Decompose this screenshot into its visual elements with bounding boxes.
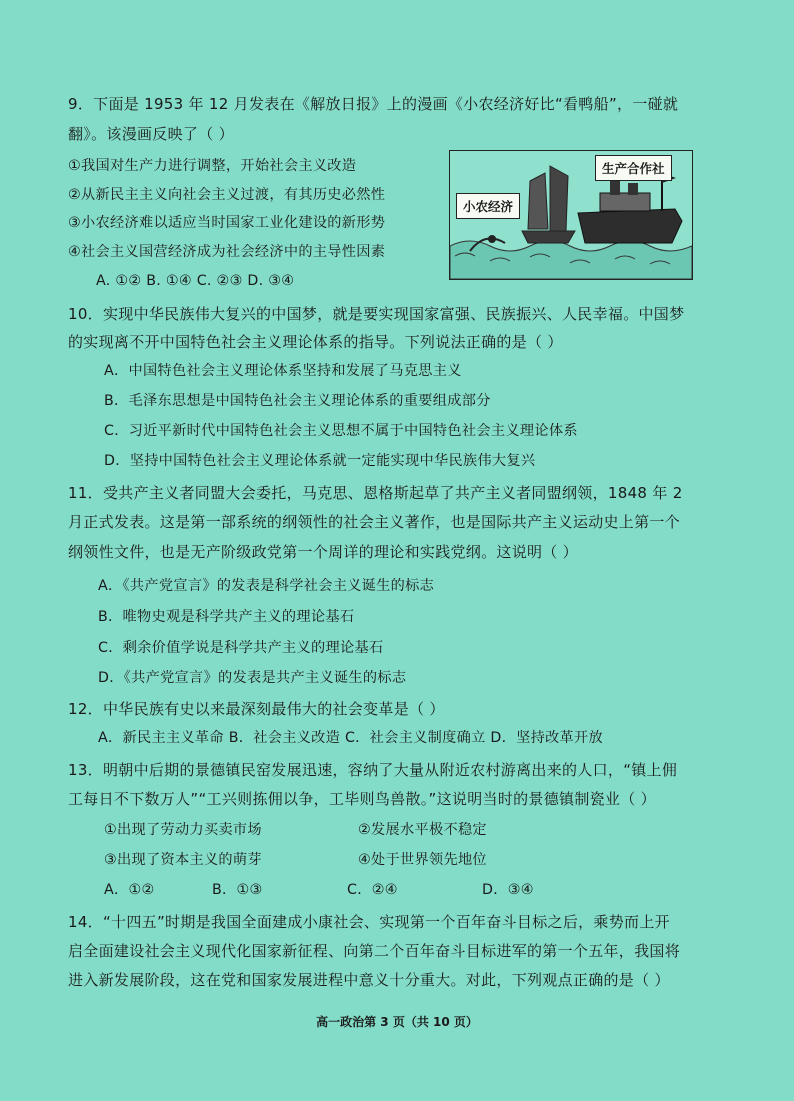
q12-stem: 12．中华民族有史以来最深刻最伟大的社会变革是（ ）: [68, 700, 445, 718]
q14-stem-line2: 启全面建设社会主义现代化国家新征程、向第二个百年奋斗目标进军的第一个五年，我国将: [68, 942, 681, 960]
q13-stem-line1: 13．明朝中后期的景德镇民窑发展迅速，容纳了大量从附近农村游离出来的人口，“镇上佣: [68, 761, 678, 779]
q10-option-a: A．中国特色社会主义理论体系坚持和发展了马克思主义: [104, 363, 462, 379]
cartoon-label-small-farming: 小农经济: [456, 193, 520, 219]
q9-statement-3: ③小农经济难以适应当时国家工业化建设的新形势: [68, 215, 386, 231]
q13-option-b: B．①③: [212, 882, 263, 898]
q9-statement-2: ②从新民主主义向社会主义过渡，有其历史必然性: [68, 187, 386, 203]
q13-option-d: D．③④: [482, 882, 534, 898]
q11-stem-line2: 月正式发表。这是第一部系统的纲领性的社会主义著作，也是国际共产主义运动史上第一个: [68, 513, 681, 531]
q13-statement-2: ②发展水平极不稳定: [358, 822, 487, 838]
q10-option-d: D．坚持中国特色社会主义理论体系就一定能实现中华民族伟大复兴: [104, 453, 536, 469]
q10-option-b: B．毛泽东思想是中国特色社会主义理论体系的重要组成部分: [104, 393, 491, 409]
q10-stem-line1: 10．实现中华民族伟大复兴的中国梦，就是要实现国家富强、民族振兴、人民幸福。中国梦: [68, 305, 685, 323]
q9-stem-line1: 9．下面是 1953 年 12 月发表在《解放日报》上的漫画《小农经济好比“看鸭船”，一碰就: [68, 95, 679, 113]
q11-stem-line1: 11．受共产主义者同盟大会委托，马克思、恩格斯起草了共产主义者同盟纲领，1848 年 2: [68, 484, 683, 502]
q13-option-c: C．②④: [347, 882, 398, 898]
q11-option-d: D．《共产党宣言》的发表是共产主义诞生的标志: [98, 670, 407, 686]
q11-stem-line3: 纲领性文件，也是无产阶级政党第一个周详的理论和实践党纲。这说明（ ）: [68, 543, 578, 561]
q14-stem-line1: 14．“十四五”时期是我国全面建成小康社会、实现第一个百年奋斗目标之后，乘势而上开: [68, 913, 670, 931]
q9-cartoon: [449, 150, 693, 280]
q9-statement-1: ①我国对生产力进行调整，开始社会主义改造: [68, 158, 357, 174]
q13-stem-line2: 工每日不下数万人”“工兴则拣佣以争，工毕则鸟兽散。”这说明当时的景德镇制瓷业（ ）: [68, 790, 656, 808]
q14-stem-line3: 进入新发展阶段，这在党和国家发展进程中意义十分重大。对此，下列观点正确的是（ ）: [68, 971, 670, 989]
q11-option-c: C．剩余价值学说是科学共产主义的理论基石: [98, 640, 384, 656]
q11-option-a: A．《共产党宣言》的发表是科学社会主义诞生的标志: [98, 578, 435, 594]
q11-option-b: B．唯物史观是科学共产主义的理论基石: [98, 609, 355, 625]
q9-statement-4: ④社会主义国营经济成为社会经济中的主导性因素: [68, 244, 386, 260]
cartoon-label-cooperative: 生产合作社: [595, 155, 672, 181]
q9-options: A. ①② B. ①④ C. ②③ D. ③④: [96, 273, 295, 289]
q10-stem-line2: 的实现离不开中国特色社会主义理论体系的指导。下列说法正确的是（ ）: [68, 333, 563, 351]
q13-statement-1: ①出现了劳动力买卖市场: [104, 822, 262, 838]
q13-option-a: A．①②: [104, 882, 155, 898]
page-footer: 高一政治第 3 页（共 10 页）: [316, 1015, 478, 1029]
q9-stem-line2: 翻》。该漫画反映了（ ）: [68, 125, 234, 143]
q13-statement-4: ④处于世界领先地位: [358, 852, 487, 868]
q12-options: A．新民主主义革命 B．社会主义改造 C．社会主义制度确立 D．坚持改革开放: [98, 730, 604, 746]
q13-statement-3: ③出现了资本主义的萌芽: [104, 852, 262, 868]
q10-option-c: C．习近平新时代中国特色社会主义思想不属于中国特色社会主义理论体系: [104, 423, 578, 439]
